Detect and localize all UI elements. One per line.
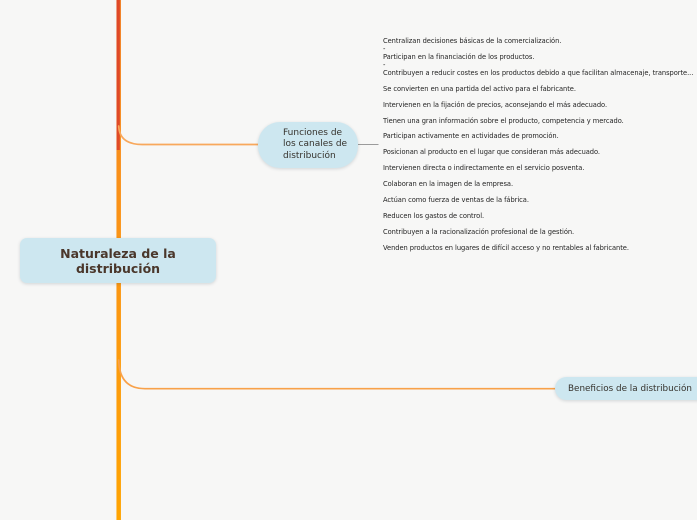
node-beneficios[interactable]	[555, 377, 697, 400]
list-item[interactable]: Reducen los gastos de control.	[383, 211, 485, 220]
list-item[interactable]: Contribuyen a la racionalización profesional de la gestión.	[383, 227, 575, 236]
list-item[interactable]: Actúan como fuerza de ventas de la fábrica.	[383, 196, 529, 204]
list-item[interactable]: Tienen una gran información sobre el producto, competencia y mercado.	[383, 116, 624, 125]
root-node-label: Naturaleza de la distribución	[60, 245, 176, 276]
node-funciones[interactable]	[258, 122, 358, 168]
list-item[interactable]: Posicionan al producto en el lugar que consideran más adecuado.	[383, 148, 600, 157]
edge-funciones	[119, 126, 262, 145]
list-item[interactable]: Intervienen directa o indirectamente en el servicio posventa.	[383, 164, 585, 173]
list-item[interactable]: Colaboran en la imagen de la empresa.	[383, 180, 514, 189]
list-item[interactable]: Contribuyen a reducir costes en los productos debido a que facilitan almacenaje, transporte...	[383, 68, 694, 77]
list-item[interactable]: Intervienen en la fijación de precios, aconsejando el más adecuado.	[383, 100, 608, 109]
edge-beneficios	[119, 360, 558, 389]
list-item-dash[interactable]: -	[383, 44, 386, 53]
list-item[interactable]: Centralizan decisiones básicas de la comercialización.	[383, 37, 562, 45]
list-item[interactable]: Se convierten en una partida del activo para el fabricante.	[383, 84, 576, 93]
list-item-dash[interactable]: -	[383, 60, 386, 69]
node-funciones-label: Funciones de los canales de distribución	[283, 127, 348, 161]
list-item[interactable]: Participan en la financiación de los productos.	[383, 52, 535, 61]
list-item[interactable]: Venden productos en lugares de difícil acceso y no rentables al fabricante.	[383, 243, 629, 252]
list-item[interactable]: Participan activamente en actividades de promoción.	[383, 132, 559, 141]
node-beneficios-label: Beneficios de la distribución	[568, 383, 692, 394]
root-node-naturaleza[interactable]	[20, 238, 216, 283]
